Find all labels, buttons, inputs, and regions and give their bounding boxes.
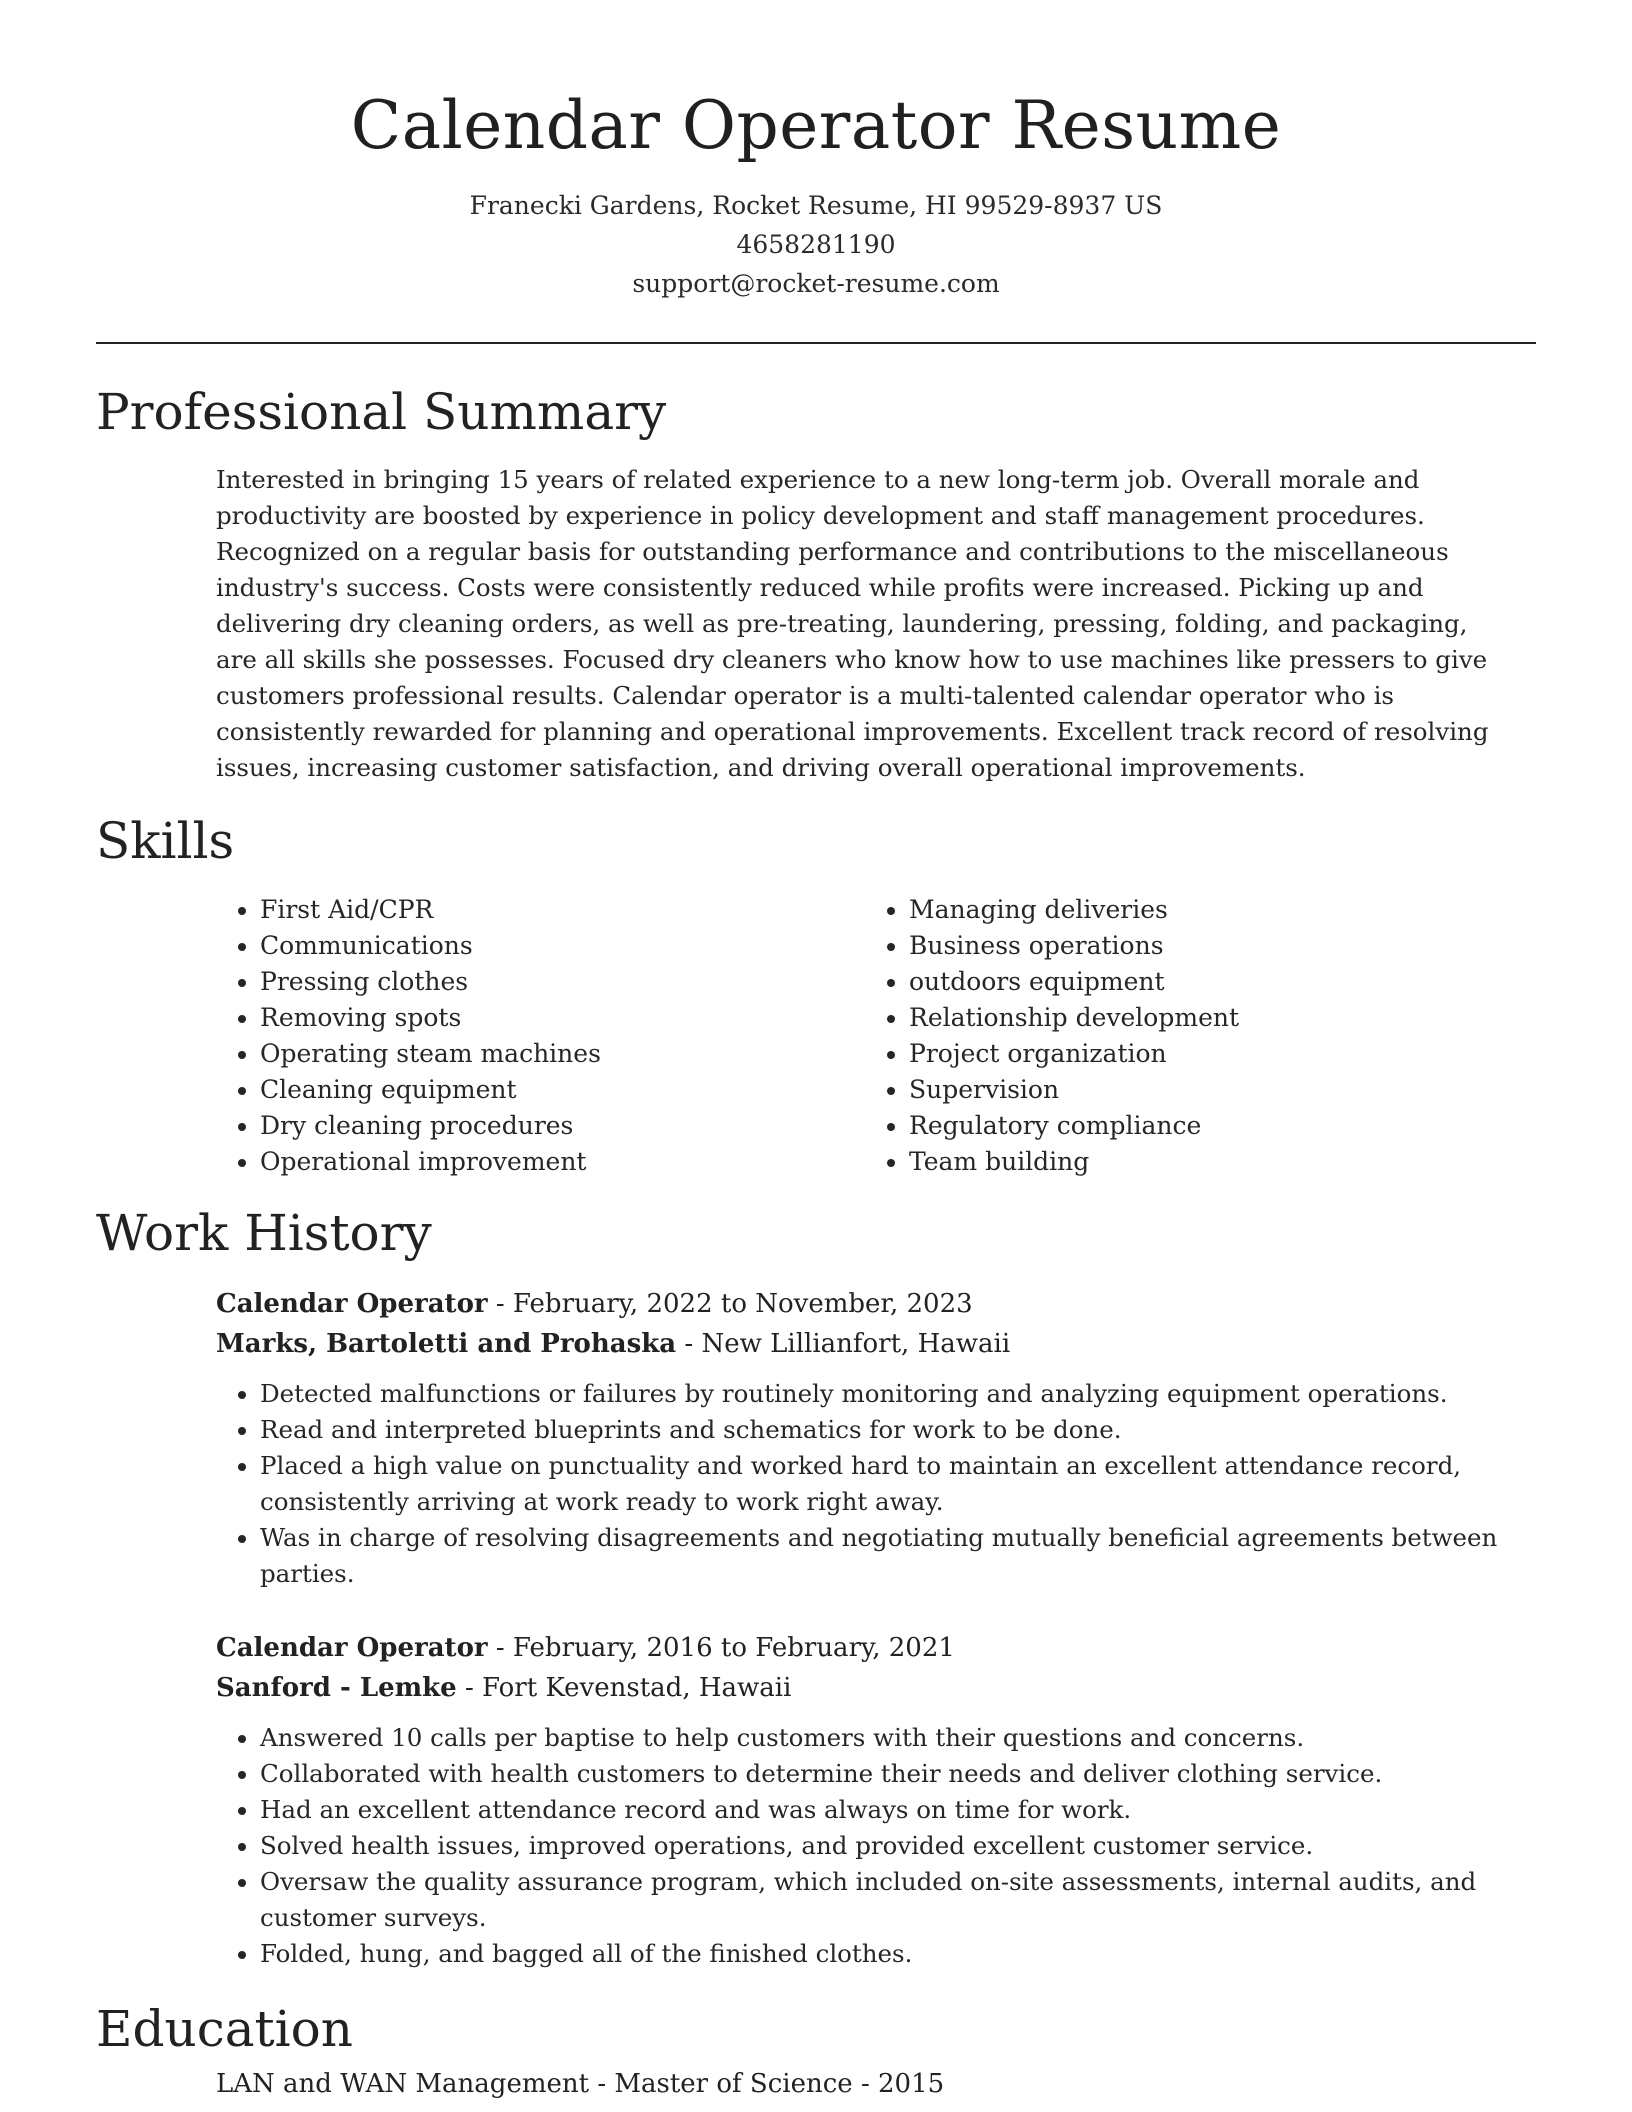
- job-title-line: [216, 1284, 1546, 1324]
- job-company-line: [216, 1324, 1546, 1364]
- duty-item: • Folded, hung, and bagged all of the finished clothes.: [260, 1936, 1550, 1972]
- summary-heading: Professional Summary: [96, 383, 667, 441]
- skill-item: • Project organization: [909, 1036, 1509, 1072]
- duty-item: • Was in charge of resolving disagreements and negotiating mutually beneficial agreements between parties.: [260, 1520, 1550, 1592]
- job-company-line: [216, 1668, 1546, 1708]
- duty-item: • Read and interpreted blueprints and schematics for work to be done.: [260, 1412, 1550, 1448]
- education-heading: Education: [96, 2000, 353, 2058]
- job-entry: [216, 1628, 1546, 1972]
- resume-title: Calendar Operator Resume: [350, 87, 1282, 164]
- skill-item: • First Aid/CPR: [260, 892, 820, 928]
- duty-item: • Solved health issues, improved operations, and provided excellent customer service.: [260, 1828, 1550, 1864]
- header-divider: [96, 342, 1536, 344]
- skill-item: • Relationship development: [909, 1000, 1509, 1036]
- resume-header: [96, 78, 1536, 303]
- skills-list-right: [865, 892, 1509, 1180]
- job-role: Calendar Operator: [216, 1289, 488, 1319]
- duty-item: • Answered 10 calls per baptise to help customers with their questions and concerns.: [260, 1720, 1550, 1756]
- job-duties: [216, 1720, 1550, 1972]
- skill-item: • Pressing clothes: [260, 964, 820, 1000]
- duty-item: • Had an excellent attendance record and was always on time for work.: [260, 1792, 1550, 1828]
- skill-item: • Team building: [909, 1144, 1509, 1180]
- skill-item: • Operational improvement: [260, 1144, 820, 1180]
- job-dates: - February, 2022 to November, 2023: [487, 1289, 973, 1319]
- skill-item: • Managing deliveries: [909, 892, 1509, 928]
- duty-item: • Detected malfunctions or failures by routinely monitoring and analyzing equipment operations.: [260, 1376, 1550, 1412]
- job-location: - New Lillianfort, Hawaii: [676, 1329, 1011, 1359]
- work-history-heading: Work History: [96, 1204, 432, 1262]
- job-company: Marks, Bartoletti and Prohaska: [216, 1329, 677, 1359]
- skill-item: • Removing spots: [260, 1000, 820, 1036]
- education-entry: LAN and WAN Management - Master of Science - 2015: [216, 2069, 945, 2099]
- skill-item: • Dry cleaning procedures: [260, 1108, 820, 1144]
- email-address: support@rocket-resume.com: [632, 269, 1000, 298]
- duty-item: • Collaborated with health customers to determine their needs and deliver clothing service.: [260, 1756, 1550, 1792]
- skill-item: • Supervision: [909, 1072, 1509, 1108]
- job-location: - Fort Kevenstad, Hawaii: [456, 1673, 792, 1703]
- contact-info: [96, 186, 1536, 303]
- skill-item: • Cleaning equipment: [260, 1072, 820, 1108]
- skills-heading: Skills: [96, 812, 235, 870]
- job-entry: [216, 1284, 1546, 1592]
- skill-item: • Business operations: [909, 928, 1509, 964]
- address: Franecki Gardens, Rocket Resume, HI 99529-8937 US: [469, 191, 1163, 220]
- duty-item: • Oversaw the quality assurance program, which included on-site assessments, internal audits, and customer surveys.: [260, 1864, 1550, 1936]
- skill-item: • Operating steam machines: [260, 1036, 820, 1072]
- skill-item: • Communications: [260, 928, 820, 964]
- job-company: Sanford - Lemke: [216, 1673, 457, 1703]
- job-dates: - February, 2016 to February, 2021: [487, 1633, 955, 1663]
- duty-item: • Placed a high value on punctuality and worked hard to maintain an excellent attendance record, consistently arriving at work ready to work right away.: [260, 1448, 1550, 1520]
- job-role: Calendar Operator: [216, 1633, 488, 1663]
- phone-number: 4658281190: [736, 230, 896, 259]
- job-title-line: [216, 1628, 1546, 1668]
- skills-list-left: [216, 892, 820, 1180]
- job-duties: [216, 1376, 1550, 1592]
- summary-text: Interested in bringing 15 years of related experience to a new long-term job. Overall morale and productivity are boosted by experience in policy development and staff management procedures. Recognized on a regular basis for outstanding performance and contributions to the miscellaneous industry's success. Costs were consistently reduced while profits were increased. Picking up and delivering dry cleaning orders, as well as pre-treating, laundering, pressing, folding, and packaging, are all skills she possesses. Focused dry cleaners who know how to use machines like pressers to give customers professional results. Calendar operator is a multi-talented calendar operator who is consistently rewarded for planning and operational improvements. Excellent track record of resolving issues, increasing customer satisfaction, and driving overall operational improvements.: [216, 465, 1489, 782]
- skill-item: • outdoors equipment: [909, 964, 1509, 1000]
- skill-item: • Regulatory compliance: [909, 1108, 1509, 1144]
